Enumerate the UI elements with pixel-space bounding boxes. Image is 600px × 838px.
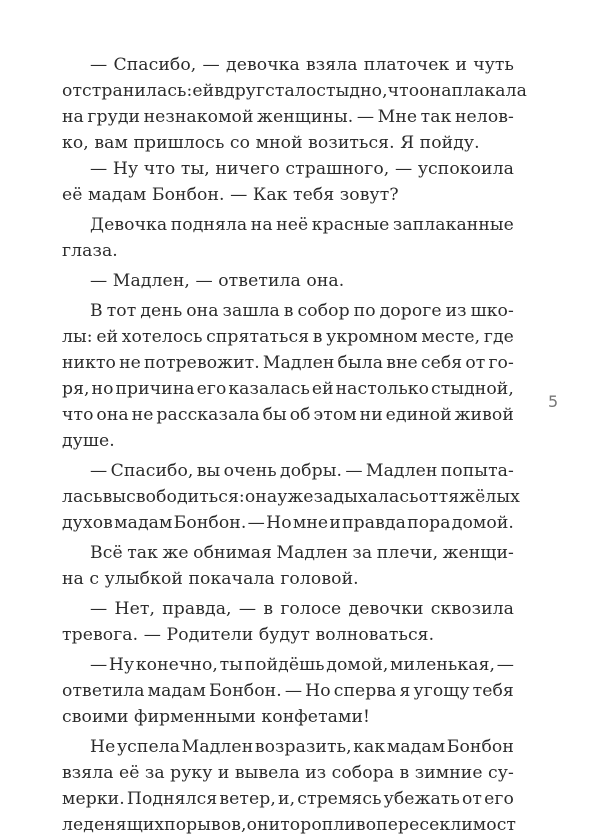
text-line: ко, вам пришлось со мной возиться. Я пойду. bbox=[62, 133, 480, 153]
text-line: духов мадам Бонбон. — Но мне и правда пора домой. bbox=[62, 513, 514, 533]
text-line: на груди незнакомой женщины. — Мне так нелов- bbox=[62, 107, 514, 127]
text-line: тревога. — Родители будут волноваться. bbox=[62, 625, 435, 645]
text-line: никто не потревожит. Мадлен была вне себя от го- bbox=[62, 353, 514, 373]
text-line: — Нет, правда, — в голосе девочки сквозила bbox=[90, 599, 514, 619]
text-line: ответила мадам Бонбон. — Но сперва я угощу тебя bbox=[62, 681, 514, 701]
text-line: В тот день она зашла в собор по дороге из шко- bbox=[90, 301, 514, 321]
body-text bbox=[62, 52, 528, 838]
text-line: леденящих порывов, они торопливо пересекли мост bbox=[62, 815, 517, 835]
text-line: её мадам Бонбон. — Как тебя зовут? bbox=[62, 185, 399, 205]
text-line: — Мадлен, — ответила она. bbox=[90, 271, 345, 291]
text-line: отстранилась: ей вдруг стало стыдно, что она плакала bbox=[62, 81, 528, 101]
text-line: что она не рассказала бы об этом ни единой живой bbox=[62, 405, 514, 425]
text-line: душе. bbox=[62, 431, 115, 451]
text-line: — Спасибо, — девочка взяла платочек и чуть bbox=[90, 55, 514, 75]
text-line: Девочка подняла на неё красные заплаканные bbox=[90, 215, 514, 235]
text-line: ря, но причина его казалась ей настолько стыдной, bbox=[62, 379, 514, 399]
text-line: на с улыбкой покачала головой. bbox=[62, 569, 359, 589]
text-line: взяла её за руку и вывела из собора в зимние су- bbox=[62, 763, 514, 783]
text-line: мерки. Поднялся ветер, и, стремясь убежать от его bbox=[62, 789, 514, 809]
text-line: Всё так же обнимая Мадлен за плечи, женщи- bbox=[90, 543, 514, 563]
text-line: — Спасибо, вы очень добры. — Мадлен попыта- bbox=[90, 461, 514, 481]
text-line: глаза. bbox=[62, 241, 118, 261]
text-line: своими фирменными конфетами! bbox=[62, 707, 371, 727]
text-line: лы: ей хотелось спрятаться в укромном месте, где bbox=[62, 327, 514, 347]
text-line: Не успела Мадлен возразить, как мадам Бонбон bbox=[90, 737, 514, 757]
text-line: — Ну что ты, ничего страшного, — успокоила bbox=[90, 159, 514, 179]
text-line: — Ну конечно, ты пойдёшь домой, миленькая, — bbox=[90, 655, 514, 675]
text-line: лась высвободиться: она уже задыхалась от тяжёлых bbox=[62, 487, 520, 507]
page-number: 5 bbox=[548, 392, 559, 411]
